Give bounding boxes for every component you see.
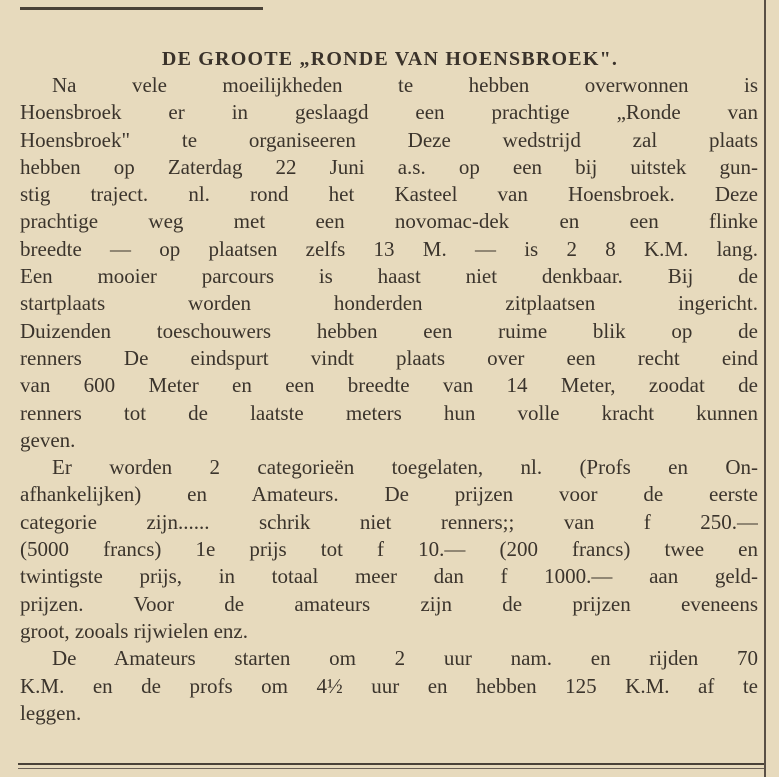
article-body [20, 72, 758, 727]
text-line: leggen. [20, 700, 82, 725]
text-line: twintigste prijs, in totaal meer dan f 1000.— aan geld- [20, 564, 758, 589]
text-line: Er worden 2 categorieën toegelaten, nl. (Profs en On- [52, 455, 758, 480]
text-line: afhankelijken) en Amateurs. De prijzen voor de eerste [20, 482, 758, 507]
text-line: hebben op Zaterdag 22 Juni a.s. op een bij uitstek gun- [20, 154, 758, 179]
text-line: De Amateurs starten om 2 uur nam. en rijden 70 [52, 646, 758, 671]
text-line: (5000 francs) 1e prijs tot f 10.— (200 francs) twee en [20, 537, 758, 562]
text-line: renners tot de laatste meters hun volle kracht kunnen [20, 400, 758, 425]
text-line: Hoensbroek" te organiseeren Deze wedstrijd zal plaats [20, 127, 758, 152]
bottom-rule [18, 763, 764, 765]
text-line: geven. [20, 427, 76, 452]
text-line: K.M. en de profs om 4½ uur en hebben 125 K.M. af te [20, 673, 758, 698]
text-line: prijzen. Voor de amateurs zijn de prijzen eveneens [20, 591, 758, 616]
article-title: DE GROOTE „RONDE VAN HOENSBROEK". [161, 48, 619, 70]
article-paragraph [20, 72, 758, 454]
text-line: Na vele moeilijkheden te hebben overwonnen is [52, 73, 758, 97]
article-paragraph [20, 454, 758, 645]
text-line: groot, zooals rijwielen enz. [20, 618, 249, 643]
text-line: Duizenden toeschouwers hebben een ruime blik op de [20, 318, 758, 343]
article-paragraph [20, 645, 758, 727]
text-line: Hoensbroek er in geslaagd een prachtige „Ronde van [20, 100, 758, 125]
column-rule [764, 0, 766, 777]
bottom-rule-secondary [18, 768, 764, 769]
text-line: prachtige weg met een novomac-dek en een flinke [20, 209, 758, 234]
text-line: van 600 Meter en een breedte van 14 Meter, zoodat de [20, 373, 758, 398]
text-line: breedte — op plaatsen zelfs 13 M. — is 2 8 K.M. lang. [20, 236, 758, 261]
text-line: Een mooier parcours is haast niet denkbaar. Bij de [20, 264, 758, 289]
text-line: startplaats worden honderden zitplaatsen ingericht. [20, 291, 758, 316]
text-line: stig traject. nl. rond het Kasteel van Hoensbroek. Deze [20, 182, 758, 207]
text-line: categorie zijn...... schrik niet renners;; van f 250.— [20, 509, 758, 534]
top-rule [20, 7, 263, 10]
text-line: renners De eindspurt vindt plaats over een recht eind [20, 345, 758, 370]
